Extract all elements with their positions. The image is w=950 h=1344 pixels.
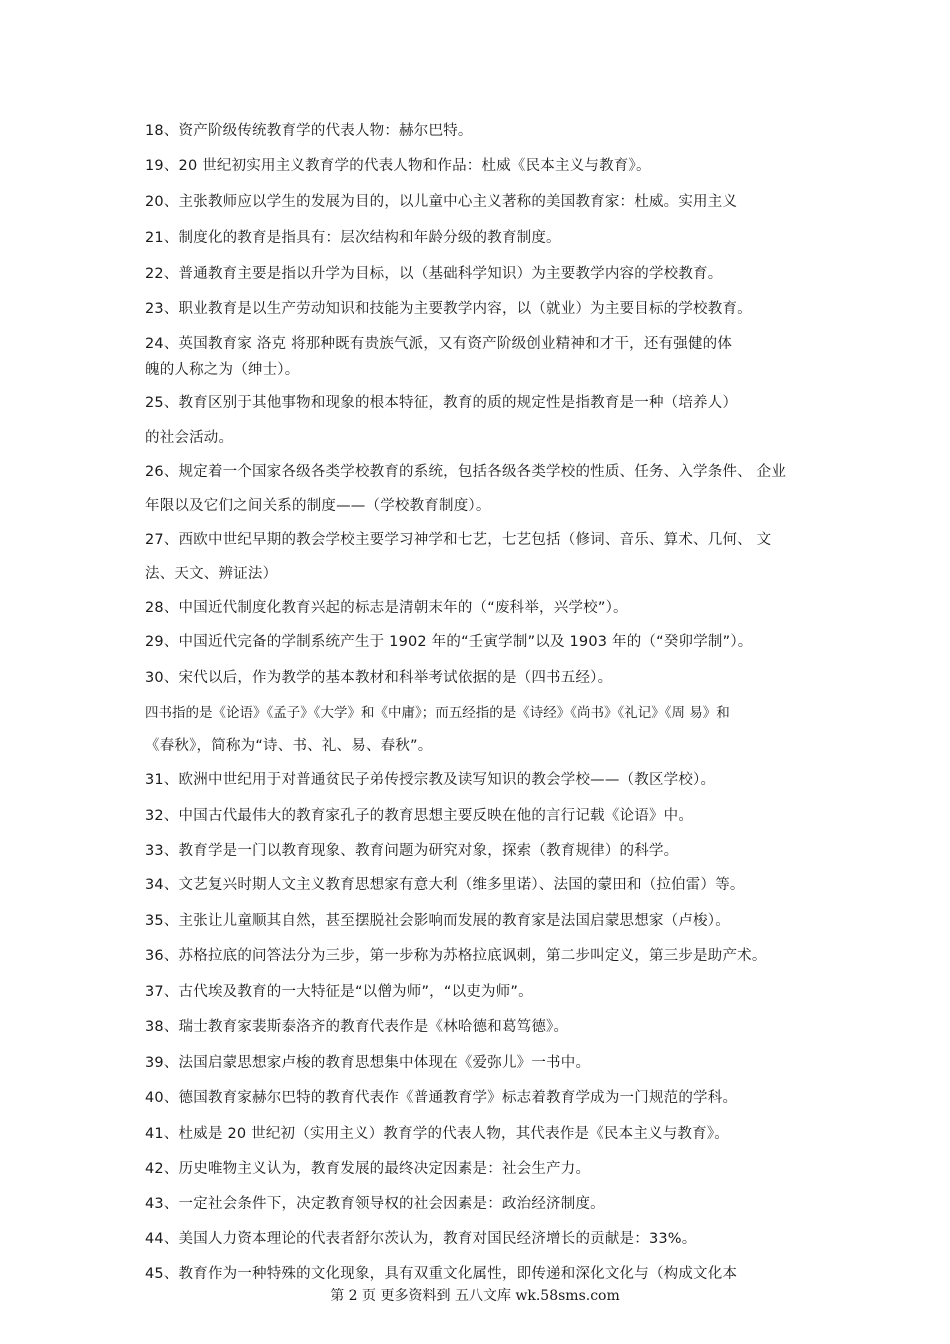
text-line-35: 35、主张让儿童顺其自然，甚至摆脱社会影响而发展的教育家是法国启蒙思想家（卢梭）。 xyxy=(145,913,730,929)
text-line-36: 36、苏格拉底的问答法分为三步，第一步称为苏格拉底讽刺，第二步叫定义，第三步是助产术。 xyxy=(145,948,767,964)
text-line-30-note-b: 《春秋》，简称为“诗、书、礼、易、春秋”。 xyxy=(145,738,433,754)
text-line-30-note-a: 四书指的是《论语》《孟子》《大学》和《中庸》；而五经指的是《诗经》《尚书》《礼记》《周 易》和 xyxy=(145,705,730,721)
text-line-45: 45、教育作为一种特殊的文化现象，具有双重文化属性，即传递和深化文化与（构成文化本 xyxy=(145,1266,738,1282)
text-line-41: 41、杜威是 20 世纪初（实用主义）教育学的代表人物，其代表作是《民本主义与教育》。 xyxy=(145,1126,729,1142)
text-line-26b: 年限以及它们之间关系的制度——（学校教育制度）。 xyxy=(145,498,491,514)
text-line-27a: 27、西欧中世纪早期的教会学校主要学习神学和七艺，七艺包括（修词、音乐、算术、几何、 文 xyxy=(145,532,772,548)
text-line-38: 38、瑞士教育家裴斯泰洛齐的教育代表作是《林哈德和葛笃德》。 xyxy=(145,1019,569,1035)
text-line-28: 28、中国近代制度化教育兴起的标志是清朝末年的（“废科举，兴学校”）。 xyxy=(145,600,628,616)
text-line-43: 43、一定社会条件下，决定教育领导权的社会因素是：政治经济制度。 xyxy=(145,1196,605,1212)
text-line-24a: 24、英国教育家 洛克 将那种既有贵族气派，又有资产阶级创业精神和才干，还有强健的体 xyxy=(145,336,733,352)
text-line-23: 23、职业教育是以生产劳动知识和技能为主要教学内容，以（就业）为主要目标的学校教育。 xyxy=(145,301,752,317)
text-line-39: 39、法国启蒙思想家卢梭的教育思想集中体现在《爱弥儿》一书中。 xyxy=(145,1055,591,1071)
text-line-31: 31、欧洲中世纪用于对普通贫民子弟传授宗教及读写知识的教会学校——（教区学校）。 xyxy=(145,772,716,788)
text-line-33: 33、教育学是一门以教育现象、教育问题为研究对象，探索（教育规律）的科学。 xyxy=(145,843,679,859)
text-line-34: 34、文艺复兴时期人文主义教育思想家有意大利（维多里诺）、法国的蒙田和（拉伯雷）等。 xyxy=(145,877,745,893)
text-line-26a: 26、规定着一个国家各级各类学校教育的系统，包括各级各类学校的性质、任务、入学条件、 企业 xyxy=(145,464,787,480)
text-line-40: 40、德国教育家赫尔巴特的教育代表作《普通教育学》标志着教育学成为一门规范的学科。 xyxy=(145,1090,738,1106)
text-line-27b: 法、天文、辨证法） xyxy=(145,566,278,582)
text-line-25a: 25、教育区别于其他事物和现象的根本特征，教育的质的规定性是指教育是一种（培养人） xyxy=(145,395,738,411)
text-line-42: 42、历史唯物主义认为，教育发展的最终决定因素是：社会生产力。 xyxy=(145,1161,591,1177)
text-line-20: 20、主张教师应以学生的发展为目的，以儿童中心主义著称的美国教育家：杜威。实用主义 xyxy=(145,194,738,210)
text-line-19: 19、20 世纪初实用主义教育学的代表人物和作品：杜威《民本主义与教育》。 xyxy=(145,158,651,174)
text-line-22: 22、普通教育主要是指以升学为目标，以（基础科学知识）为主要教学内容的学校教育。 xyxy=(145,266,723,282)
text-line-29: 29、中国近代完备的学制系统产生于 1902 年的“壬寅学制”以及 1903 年的（“癸卯学制”）。 xyxy=(145,634,753,650)
text-line-30: 30、宋代以后，作为教学的基本教材和科举考试依据的是（四书五经）。 xyxy=(145,670,613,686)
text-line-25b: 的社会活动。 xyxy=(145,430,234,446)
text-line-24b: 魄的人称之为（绅士）。 xyxy=(145,362,300,378)
text-line-21: 21、制度化的教育是指具有：层次结构和年龄分级的教育制度。 xyxy=(145,230,561,246)
page-footer: 第 2 页 更多资料到 五八文库 wk.58sms.com xyxy=(330,1288,620,1304)
text-line-18: 18、资产阶级传统教育学的代表人物：赫尔巴特。 xyxy=(145,123,473,139)
text-line-44: 44、美国人力资本理论的代表者舒尔茨认为，教育对国民经济增长的贡献是：33%。 xyxy=(145,1231,697,1247)
text-line-37: 37、古代埃及教育的一大特征是“以僧为师”，“以吏为师”。 xyxy=(145,984,533,1000)
text-line-32: 32、中国古代最伟大的教育家孔子的教育思想主要反映在他的言行记载《论语》中。 xyxy=(145,808,694,824)
